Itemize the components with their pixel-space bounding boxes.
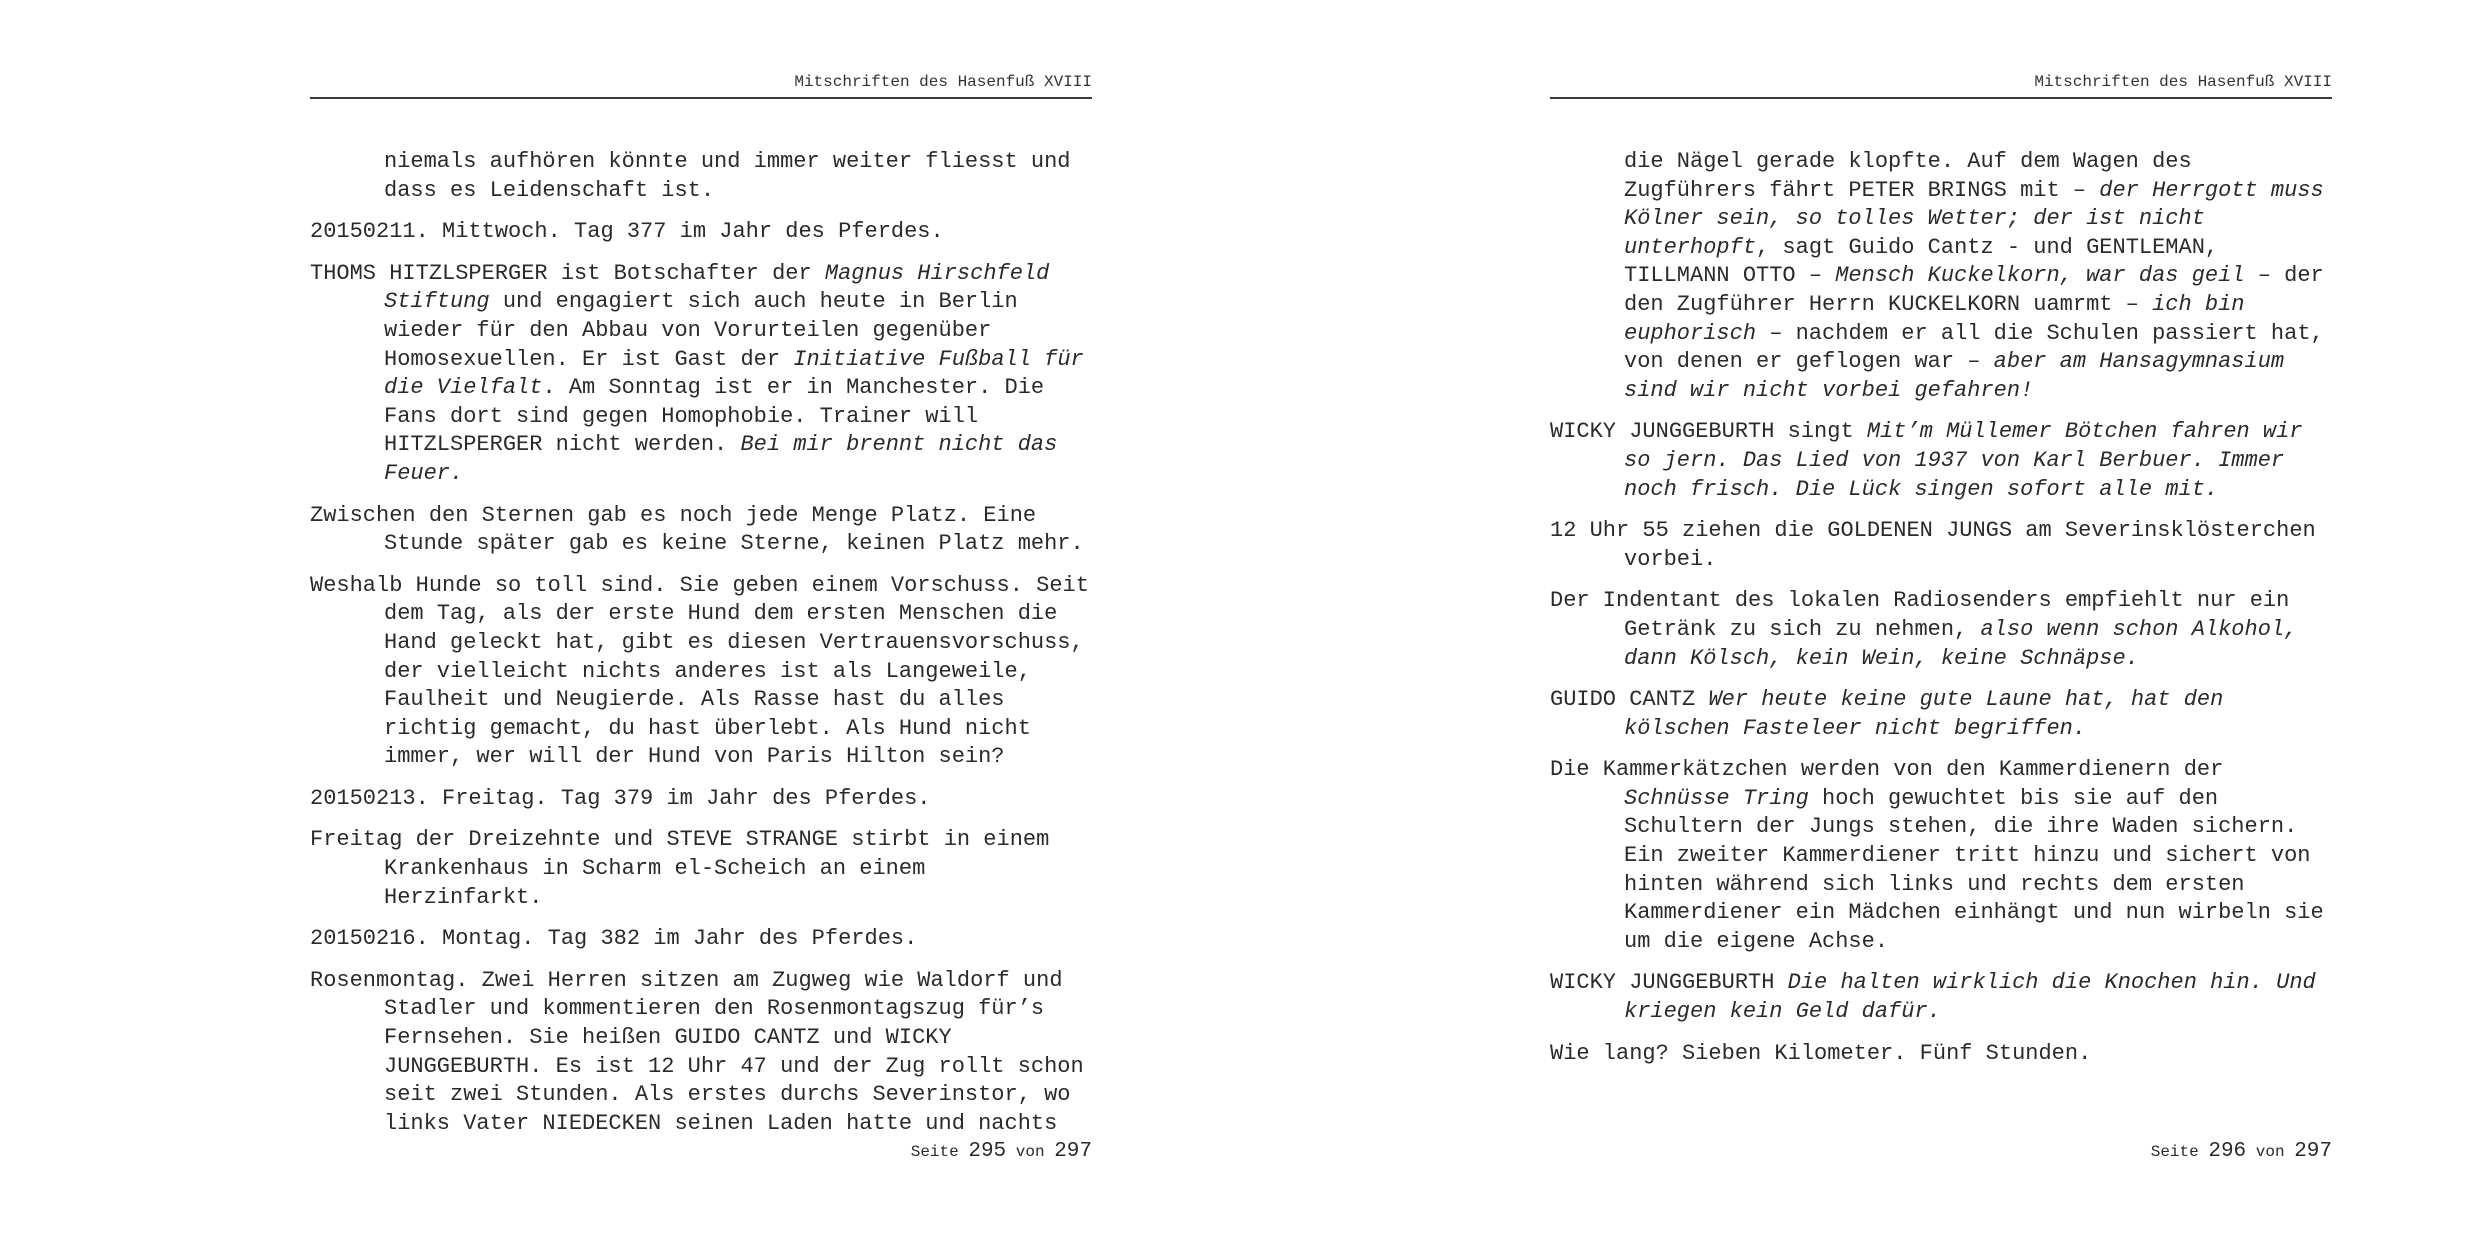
italic-text: also wenn schon Alkohol, dann Kölsch, kein Wein, keine Schnäpse. bbox=[1624, 616, 2298, 671]
text-segment: hoch gewuchtet bis sie auf den Schultern der Jungs stehen, die ihre Waden sichern. Ein zweiter Kammerdiener tritt hinzu und sichert von hinten während sich links und rechts dem ersten Kammerdiener ein Mädchen einhängt und nun wirbeln sie um die eigene Achse. bbox=[1624, 785, 2324, 954]
italic-text: der Herrgott muss Kölner sein, so tolles Wetter; der ist nicht unterhopft bbox=[1624, 177, 2324, 260]
page-number-total: 297 bbox=[2294, 1140, 2332, 1163]
text-segment: und engagiert sich auch heute in Berlin wieder für den Abbau von Vorurteilen gegenüber Homosexuellen. Er ist Gast der bbox=[384, 289, 1018, 372]
paragraph bbox=[1550, 756, 2332, 956]
page-number-separator: von bbox=[2255, 1143, 2285, 1161]
text-segment: Die Kammerkätzchen werden von den Kammerdienern der bbox=[1550, 757, 2224, 783]
italic-text: Wer heute keine gute Laune hat, hat den kölschen Fasteleer nicht begriffen. bbox=[1624, 687, 2224, 741]
paragraph bbox=[1550, 969, 2332, 1026]
italic-text: Magnus Hirschfeld Stiftung bbox=[384, 260, 1050, 315]
text-segment: 20150211. Mittwoch. Tag 377 im Jahr des Pferdes. bbox=[310, 219, 944, 245]
italic-text: aber am Hansagymnasium sind wir nicht vorbei gefahren! bbox=[1624, 349, 2285, 403]
paragraph bbox=[310, 260, 1092, 489]
text-segment: THOMS HITZLSPERGER ist Botschafter der bbox=[310, 260, 825, 286]
paragraph bbox=[310, 148, 1092, 205]
italic-text: ich bin euphorisch bbox=[1624, 291, 2245, 346]
text-segment: die Nägel gerade klopfte. Auf dem Wagen des Zugführers fährt PETER BRINGS mit – bbox=[1624, 149, 2192, 203]
page-number-prefix: Seite bbox=[910, 1143, 959, 1161]
page-number-total: 297 bbox=[1054, 1140, 1092, 1163]
header-rule bbox=[310, 97, 1092, 99]
text-segment: Rosenmontag. Zwei Herren sitzen am Zugweg wie Waldorf und Stadler und kommentieren den Rosenmontagszug für’s Fernsehen. Sie heißen GUIDO CANTZ und WICKY JUNGGEBURTH. Es ist 12 Uhr 47 und der Zug rollt schon seit zwei Stunden. Als erstes durchs Severinstor, wo links Vater NIEDECKEN seinen Laden hatte und nachts bbox=[310, 967, 1084, 1136]
page-body bbox=[1550, 148, 2332, 1081]
paragraph bbox=[1550, 418, 2332, 504]
text-segment: Zwischen den Sternen gab es noch jede Menge Platz. Eine Stunde später gab es keine Sterne, keinen Platz mehr. bbox=[310, 502, 1084, 557]
paragraph bbox=[310, 218, 1092, 247]
page-number-current: 296 bbox=[2208, 1140, 2247, 1163]
paragraph bbox=[310, 826, 1092, 912]
italic-text: Schnüsse Tring bbox=[1624, 785, 1809, 811]
text-segment: Der Indentant des lokalen Radiosenders empfiehlt nur ein Getränk zu sich zu nehmen, bbox=[1550, 588, 2290, 642]
paragraph bbox=[1550, 587, 2332, 673]
text-segment: 20150216. Montag. Tag 382 im Jahr des Pferdes. bbox=[310, 926, 918, 952]
italic-text: Bei mir brennt nicht das Feuer. bbox=[384, 432, 1058, 486]
text-segment: , sagt Guido Cantz - und GENTLEMAN, TILLMANN OTTO – bbox=[1624, 234, 2219, 289]
text-segment: 12 Uhr 55 ziehen die GOLDENEN JUNGS am Severinsklösterchen vorbei. bbox=[1550, 518, 2316, 572]
page-number-current: 295 bbox=[968, 1140, 1007, 1163]
italic-text: Die halten wirklich die Knochen hin. Und kriegen kein Geld dafür. bbox=[1624, 970, 2316, 1025]
paragraph bbox=[310, 967, 1092, 1139]
paragraph bbox=[310, 572, 1092, 772]
italic-text: Initiative Fußball für die Vielfalt bbox=[384, 346, 1084, 401]
right-page bbox=[1240, 0, 2480, 1240]
header-rule bbox=[1550, 97, 2332, 99]
paragraph bbox=[1550, 148, 2332, 405]
text-segment: GUIDO CANTZ bbox=[1550, 687, 1709, 713]
paragraph bbox=[310, 502, 1092, 559]
text-segment: niemals aufhören könnte und immer weiter fliesst und dass es Leidenschaft ist. bbox=[384, 149, 1071, 203]
text-segment: – nachdem er all die Schulen passiert hat, von denen er geflogen war – bbox=[1624, 320, 2324, 375]
paragraph bbox=[1550, 517, 2332, 574]
page-body bbox=[310, 148, 1092, 1151]
running-head: Mitschriften des Hasenfuß XVIII bbox=[794, 73, 1092, 91]
paragraph bbox=[310, 925, 1092, 954]
text-segment: Weshalb Hunde so toll sind. Sie geben einem Vorschuss. Seit dem Tag, als der erste Hund dem ersten Menschen die Hand geleckt hat, gibt es diesen Vertrauensvorschuss, der vielleicht nichts anderes ist als Langeweile, Faulheit und Neugierde. Als Rasse hast du alles richtig gemacht, du hast überlebt. Als Hund nicht immer, wer will der Hund von Paris Hilton sein? bbox=[310, 572, 1089, 770]
italic-text: Mit’m Müllemer Bötchen fahren wir so jern. Das Lied von 1937 von Karl Berbuer. Immer noch frisch. Die Lück singen sofort alle mit. bbox=[1624, 419, 2303, 502]
running-head: Mitschriften des Hasenfuß XVIII bbox=[2034, 73, 2332, 91]
text-segment: . Am Sonntag ist er in Manchester. Die Fans dort sind gegen Homophobie. Trainer will HITZLSPERGER nicht werden. bbox=[384, 375, 1045, 458]
text-segment: – der den Zugführer Herrn KUCKELKORN uamrmt – bbox=[1624, 263, 2324, 317]
paragraph bbox=[310, 785, 1092, 814]
page-number-prefix: Seite bbox=[2150, 1143, 2199, 1161]
text-segment: WICKY JUNGGEBURTH singt bbox=[1550, 419, 1867, 445]
text-segment: WICKY JUNGGEBURTH bbox=[1550, 970, 1788, 996]
text-segment: Wie lang? Sieben Kilometer. Fünf Stunden. bbox=[1550, 1040, 2092, 1066]
paragraph bbox=[1550, 686, 2332, 743]
page-number-separator: von bbox=[1015, 1143, 1045, 1161]
italic-text: Mensch Kuckelkorn, war das geil bbox=[1835, 263, 2245, 289]
text-segment: Freitag der Dreizehnte und STEVE STRANGE stirbt in einem Krankenhaus in Scharm el-Scheich an einem Herzinfarkt. bbox=[310, 827, 1050, 910]
page-number bbox=[1550, 1140, 2332, 1163]
page-number bbox=[310, 1140, 1092, 1163]
text-segment: 20150213. Freitag. Tag 379 im Jahr des Pferdes. bbox=[310, 785, 931, 811]
paragraph bbox=[1550, 1040, 2332, 1069]
